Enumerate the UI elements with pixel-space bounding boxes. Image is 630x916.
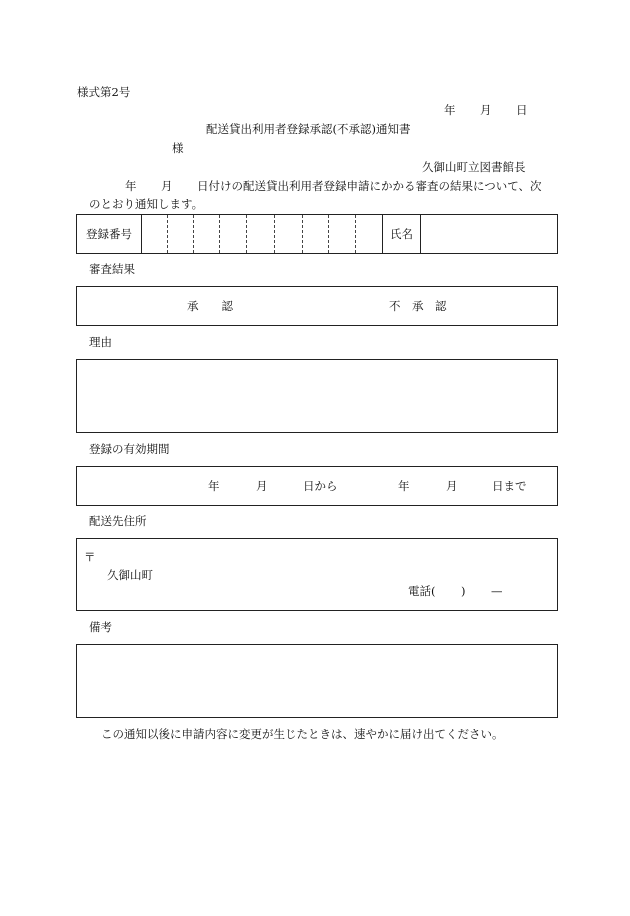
- delivery-town: 久御山町: [107, 568, 153, 582]
- reason-heading: 理由: [89, 335, 112, 349]
- issuer-name: 久御山町立図書館長: [422, 160, 526, 174]
- addressee-suffix: 様: [172, 141, 184, 155]
- validity-from-year: 年: [208, 479, 220, 493]
- approve-option: 承 認: [187, 299, 233, 313]
- date-day-label: 日: [516, 103, 528, 117]
- name-section-divider: [382, 215, 383, 253]
- review-result-heading: 審査結果: [89, 262, 135, 276]
- digit-divider: [328, 215, 329, 253]
- intro-year-label: 年: [125, 179, 137, 193]
- postal-mark-icon: 〒: [84, 550, 96, 564]
- validity-from-month: 月: [256, 479, 268, 493]
- date-year-label: 年: [444, 103, 456, 117]
- validity-from-day: 日から: [303, 479, 338, 493]
- reason-box: [76, 359, 558, 433]
- phone-close-paren: ): [461, 584, 466, 598]
- name-label: 氏名: [390, 227, 413, 241]
- delivery-address-heading: 配送先住所: [89, 514, 147, 528]
- validity-box: [76, 466, 558, 506]
- digit-divider: [219, 215, 220, 253]
- disapprove-option: 不 承 認: [389, 299, 447, 313]
- delivery-address-box: [76, 538, 558, 611]
- document-title: 配送貸出利用者登録承認(不承認)通知書: [206, 122, 411, 136]
- phone-label: 電話(: [408, 584, 436, 598]
- date-month-label: 月: [480, 103, 492, 117]
- remarks-box: [76, 644, 558, 718]
- validity-to-year: 年: [398, 479, 410, 493]
- name-field-divider: [420, 215, 421, 253]
- footer-note: この通知以後に申請内容に変更が生じたときは、速やかに届け出てください。: [101, 727, 504, 741]
- intro-month-label: 月: [161, 179, 173, 193]
- digit-divider: [193, 215, 194, 253]
- review-result-box: [76, 286, 558, 326]
- intro-text-line1: 日付けの配送貸出利用者登録申請にかかる審査の結果について、次: [197, 179, 542, 193]
- intro-text-line2: のとおり通知します。: [89, 197, 204, 211]
- digit-divider: [355, 215, 356, 253]
- digit-divider: [274, 215, 275, 253]
- validity-to-day: 日まで: [492, 479, 527, 493]
- digit-divider: [167, 215, 168, 253]
- registration-number-label: 登録番号: [86, 227, 132, 241]
- registration-table: [76, 214, 558, 254]
- remarks-heading: 備考: [89, 620, 112, 634]
- validity-heading: 登録の有効期間: [89, 442, 170, 456]
- digit-divider: [302, 215, 303, 253]
- validity-to-month: 月: [446, 479, 458, 493]
- registration-number-divider: [141, 215, 142, 253]
- digit-divider: [246, 215, 247, 253]
- form-number: 様式第2号: [77, 85, 131, 99]
- phone-dash: —: [491, 584, 503, 598]
